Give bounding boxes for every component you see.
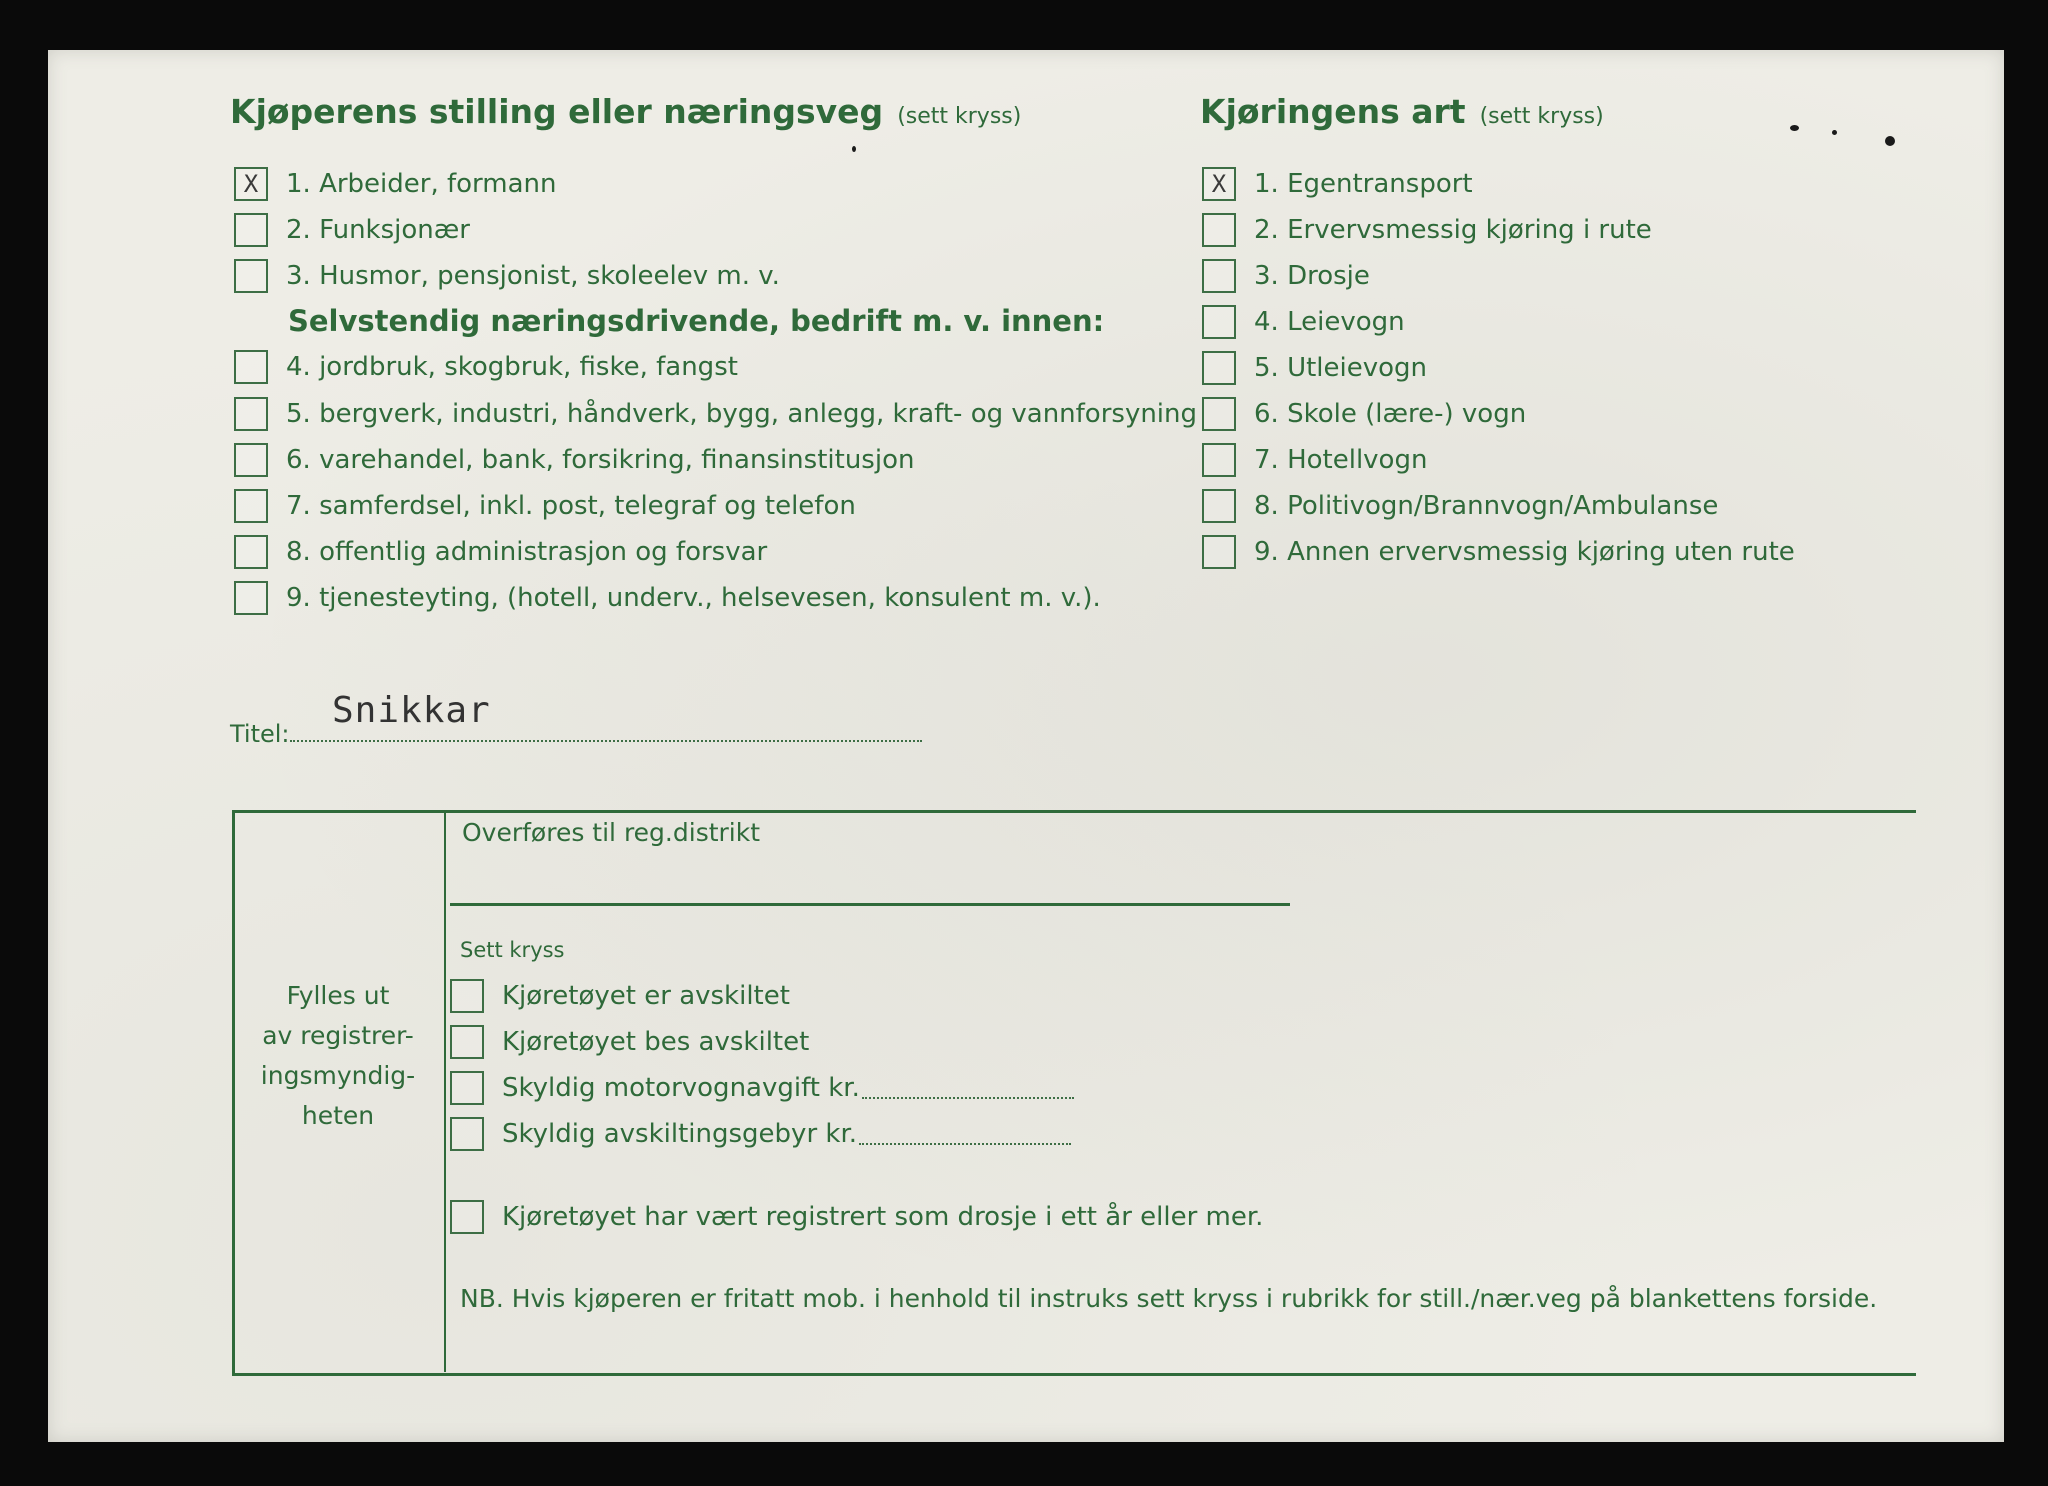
driving-checkbox-9[interactable] (1202, 535, 1236, 569)
request-deregister-checkbox[interactable] (450, 1025, 484, 1059)
driving-checkbox-2[interactable] (1202, 213, 1236, 247)
occupation-checkbox-6[interactable] (234, 443, 268, 477)
occupation-checkbox-7[interactable] (234, 489, 268, 523)
occupation-label-2: 2. Funksjonær (286, 215, 470, 245)
occupation-label-9: 9. tjenesteyting, (hotell, underv., helsevesen, konsulent m. v.). (286, 583, 1101, 613)
registry-check-5[interactable] (450, 1198, 1263, 1236)
nb-note: NB. Hvis kjøperen er fritatt mob. i henhold til instruks sett kryss i rubrikk for still./nær.veg på blankettens forside. (460, 1284, 1878, 1313)
paper-speck (1885, 136, 1895, 146)
occupation-checkbox-4[interactable] (234, 350, 268, 384)
driving-label-4: 4. Leievogn (1254, 307, 1405, 337)
occupation-label-8: 8. offentlig administrasjon og forsvar (286, 537, 768, 567)
occupation-option-1[interactable] (234, 165, 557, 203)
driving-label-8: 8. Politivogn/Brannvogn/Ambulanse (1254, 491, 1719, 521)
occupation-option-6[interactable] (234, 441, 914, 479)
occupation-option-9[interactable] (234, 579, 1101, 617)
driving-checkbox-8[interactable] (1202, 489, 1236, 523)
buyer-occupation-title: Kjøperens stilling eller næringsveg (230, 92, 884, 131)
driving-label-1: 1. Egentransport (1254, 169, 1473, 199)
driving-option-4[interactable] (1202, 303, 1405, 341)
side-text-line-1: Fylles ut (286, 981, 390, 1010)
driving-label-7: 7. Hotellvogn (1254, 445, 1428, 475)
occupation-option-8[interactable] (234, 533, 767, 571)
driving-option-6[interactable] (1202, 395, 1526, 433)
tick-instruction: Sett kryss (460, 938, 565, 962)
driving-checkbox-3[interactable] (1202, 259, 1236, 293)
driving-type-title: Kjøringens art (1200, 92, 1466, 131)
occupation-label-1: 1. Arbeider, formann (286, 169, 557, 199)
driving-option-9[interactable] (1202, 533, 1795, 571)
transfer-district-line[interactable] (450, 903, 1290, 906)
self-employed-subheading: Selvstendig næringsdrivende, bedrift m. v. innen: (288, 304, 1105, 338)
title-dotted-line (290, 740, 922, 742)
vehicle-tax-amount-line[interactable] (862, 1077, 1074, 1099)
driving-option-2[interactable] (1202, 211, 1652, 249)
registry-check-4[interactable] (450, 1115, 1071, 1153)
deregister-fee-label: Skyldig avskiltingsgebyr kr. (502, 1119, 858, 1149)
title-field[interactable]: Snikkar (332, 690, 491, 731)
side-text-line-4: heten (301, 1101, 375, 1130)
driving-label-3: 3. Drosje (1254, 261, 1370, 291)
vehicle-tax-label: Skyldig motorvognavgift kr. (502, 1073, 860, 1103)
deregistered-checkbox[interactable] (450, 979, 484, 1013)
driving-option-7[interactable] (1202, 441, 1427, 479)
driving-option-1[interactable] (1202, 165, 1473, 203)
occupation-label-4: 4. jordbruk, skogbruk, fiske, fangst (286, 352, 738, 382)
side-text-line-2: av registrer- (262, 1021, 414, 1050)
occupation-checkbox-8[interactable] (234, 535, 268, 569)
occupation-label-5: 5. bergverk, industri, håndverk, bygg, anlegg, kraft- og vannforsyning (286, 399, 1198, 429)
paper-speck (1832, 130, 1837, 135)
deregister-fee-checkbox[interactable] (450, 1117, 484, 1151)
driving-checkbox-6[interactable] (1202, 397, 1236, 431)
occupation-option-3[interactable] (234, 257, 780, 295)
occupation-checkbox-5[interactable] (234, 397, 268, 431)
transfer-district-label: Overføres til reg.distrikt (462, 818, 761, 847)
driving-checkbox-5[interactable] (1202, 351, 1236, 385)
driving-type-note: (sett kryss) (1479, 104, 1604, 129)
side-text-line-3: ingsmyndig- (260, 1061, 416, 1090)
driving-label-6: 6. Skole (lære-) vogn (1254, 399, 1527, 429)
driving-option-8[interactable] (1202, 487, 1718, 525)
occupation-option-5[interactable] (234, 395, 1197, 433)
driving-label-2: 2. Ervervsmessig kjøring i rute (1254, 215, 1652, 245)
driving-checkbox-1[interactable]: X (1202, 167, 1236, 201)
occupation-checkbox-1[interactable]: X (234, 167, 268, 201)
driving-checkbox-7[interactable] (1202, 443, 1236, 477)
registry-check-3[interactable] (450, 1069, 1074, 1107)
occupation-option-7[interactable] (234, 487, 856, 525)
deregister-fee-amount-line[interactable] (859, 1123, 1071, 1145)
registry-check-1[interactable] (450, 977, 790, 1015)
paper-speck (852, 146, 856, 152)
request-deregister-label: Kjøretøyet bes avskiltet (502, 1027, 810, 1057)
driving-type-heading (1200, 92, 1604, 131)
occupation-checkbox-9[interactable] (234, 581, 268, 615)
paper-speck (1790, 125, 1799, 131)
registry-divider (444, 812, 446, 1372)
registry-check-2[interactable] (450, 1023, 809, 1061)
taxi-year-checkbox[interactable] (450, 1200, 484, 1234)
driving-checkbox-4[interactable] (1202, 305, 1236, 339)
vehicle-tax-checkbox[interactable] (450, 1071, 484, 1105)
taxi-year-label: Kjøretøyet har vært registrert som drosje i ett år eller mer. (502, 1202, 1264, 1232)
occupation-checkbox-3[interactable] (234, 259, 268, 293)
title-label: Titel: (230, 720, 290, 748)
deregistered-label: Kjøretøyet er avskiltet (502, 981, 790, 1011)
occupation-label-7: 7. samferdsel, inkl. post, telegraf og telefon (286, 491, 856, 521)
driving-label-9: 9. Annen ervervsmessig kjøring uten rute (1254, 537, 1795, 567)
occupation-checkbox-2[interactable] (234, 213, 268, 247)
buyer-occupation-heading (230, 92, 1021, 131)
occupation-option-2[interactable] (234, 211, 470, 249)
occupation-label-6: 6. varehandel, bank, forsikring, finansinstitusjon (286, 445, 915, 475)
driving-option-5[interactable] (1202, 349, 1427, 387)
registry-side-text (232, 976, 444, 1136)
buyer-occupation-note: (sett kryss) (897, 104, 1022, 129)
driving-option-3[interactable] (1202, 257, 1370, 295)
occupation-label-3: 3. Husmor, pensjonist, skoleelev m. v. (286, 261, 780, 291)
occupation-option-4[interactable] (234, 348, 738, 386)
driving-label-5: 5. Utleievogn (1254, 353, 1428, 383)
